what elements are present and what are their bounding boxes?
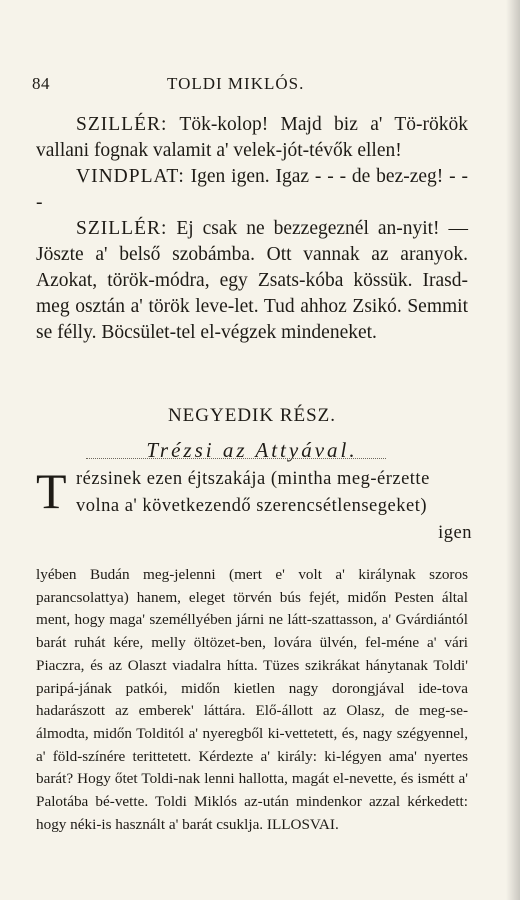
speaker-name: SZILLÉR: (76, 114, 168, 135)
speaker-name: SZILLÉR: (76, 218, 168, 239)
speech-text: Tök-kolop! Majd biz a' Tö-rökök vallani fognak valamit a' velek-jót-tévők ellen! (36, 114, 468, 161)
body-paragraph: lyében Budán meg-jelenni (mert e' volt a' királynak szoros parancsolattya) hanem, eleget törvén bús fejét, midőn Pesten által ment, hogy maga' személlyében járni ne látt-szattasson, a' Gvárdiántól barát ruhát kére, melly öltözet-ben, lovára ülvén, fel-méne a' vári Piaczra, és az Olaszt viadalra hítta. Tüzes szikrákat hánytanak Toldi' paripá-jának patkói, midőn kietlen nagy dorongjával ide-tova hadarászott az emberek' láttára. Elő-állott az Olasz, de meg-se-álmodta, midőn Tolditól a' nyeregből ki-vettetett, és, nagy szégyennel, a' föld-színére terittetett. Kérdezte a' király: ki-légyen ama' nyertes barát? Hogy őtet Toldi-nak lenni hallotta, magát el-nevette, és ismétt a' Palotába bé-vette. Toldi Miklós az-után mindenkor azzal kérkedett: hogy néki-is használt a' barát csuklja. ILLOSVAI. (36, 566, 468, 833)
opening-line: igen (438, 523, 472, 543)
chapter-opening (36, 463, 472, 547)
dialogue-block (36, 112, 468, 346)
speech-text: Ej csak ne bezzegeznél an-nyit! — Jöszte a' belső szobámba. Ott vannak az aranyok. Azokat, török-módra, egy Zsats-kóba kössük. Irasd-meg osztán a' török leve-let. Tud ahhoz Zsikó. Semmit se félly. Böcsület-tel el-végzek mindeneket. (36, 218, 468, 343)
page-header (32, 74, 472, 98)
dialogue-line (36, 164, 468, 216)
chapter-heading: NEGYEDIK RÉSZ. (167, 405, 337, 426)
binding-shadow (506, 0, 520, 900)
speech-text: Igen igen. Igaz - - - de bez-zeg! - - - (36, 166, 468, 213)
chapter-title: Trézsi az Attyával. (146, 438, 358, 462)
divider-rule (86, 458, 386, 459)
speaker-name: VINDPLAT: (76, 166, 185, 187)
opening-line: rézsinek ezen éjtszakája (mintha meg-érzette (76, 469, 430, 489)
dialogue-line (36, 216, 468, 346)
running-title: TOLDI MIKLÓS. (167, 74, 305, 93)
drop-cap: T (36, 463, 67, 519)
dialogue-line (36, 112, 468, 164)
opening-line: volna a' következendő szerencsétlensegeket) (76, 496, 427, 516)
page-number: 84 (32, 74, 50, 93)
opening-paragraph (36, 463, 472, 547)
